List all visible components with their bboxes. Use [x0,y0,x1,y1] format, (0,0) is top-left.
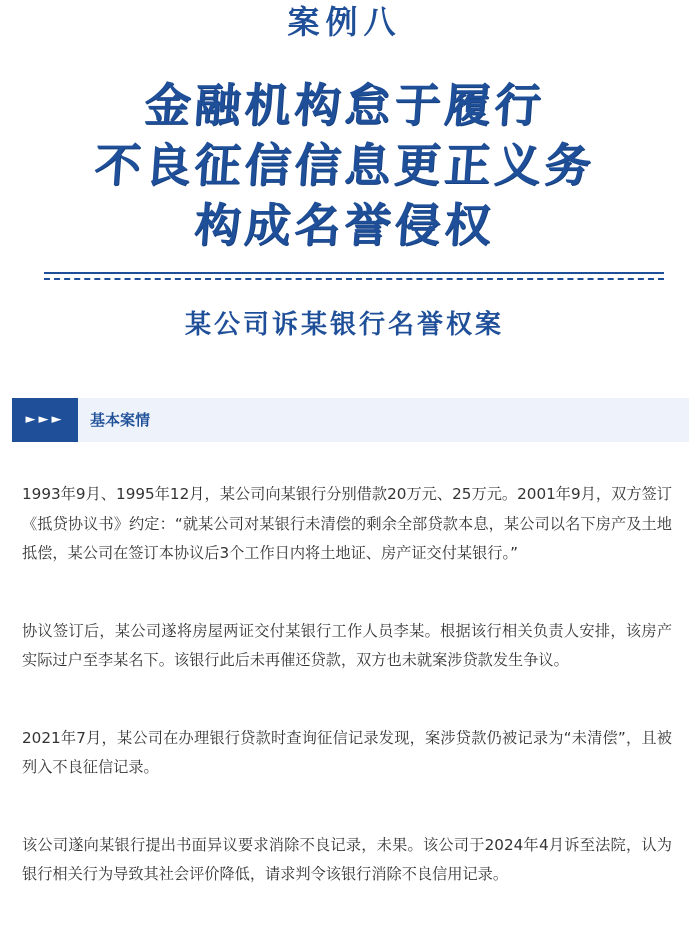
main-title [0,75,689,255]
paragraph: 1993年9月、1995年12月，某公司向某银行分别借款20万元、25万元。2001年9月，双方签订《抵贷协议书》约定：“就某公司对某银行未清偿的剩余全部贷款本息，某公司以名下房产及土地抵偿，某公司在签订本协议后3个工作日内将土地证、房产证交付某银行。” [22,485,672,562]
paragraph: 该公司遂向某银行提出书面异议要求消除不良记录，未果。该公司于2024年4月诉至法院，认为银行相关行为导致其社会评价降低，请求判令该银行消除不良信用记录。 [22,835,672,883]
main-title-line-1: 金融机构怠于履行 [142,78,547,132]
paragraph: 协议签订后，某公司遂将房屋两证交付某银行工作人员李某。根据该行相关负责人安排，该房产实际过户至李某名下。该银行此后未再催还贷款，双方也未就案涉贷款发生争议。 [22,621,672,669]
paragraph: 2021年7月，某公司在办理银行贷款时查询征信记录发现，案涉贷款仍被记录为“未清偿”，且被列入不良征信记录。 [22,728,672,776]
article-body [22,480,672,938]
triple-arrow-icon: ►►► [12,398,78,442]
case-subtitle: 某公司诉某银行名誉权案 [184,310,504,340]
divider-dashed [44,278,664,280]
section-title: 基本案情 [90,411,151,429]
main-title-line-3: 构成名誉侵权 [192,198,497,252]
case-label: 案例八 [287,3,402,41]
divider-solid [44,272,664,274]
section-header [12,398,689,442]
main-title-line-2: 不良征信信息更正义务 [92,138,597,192]
